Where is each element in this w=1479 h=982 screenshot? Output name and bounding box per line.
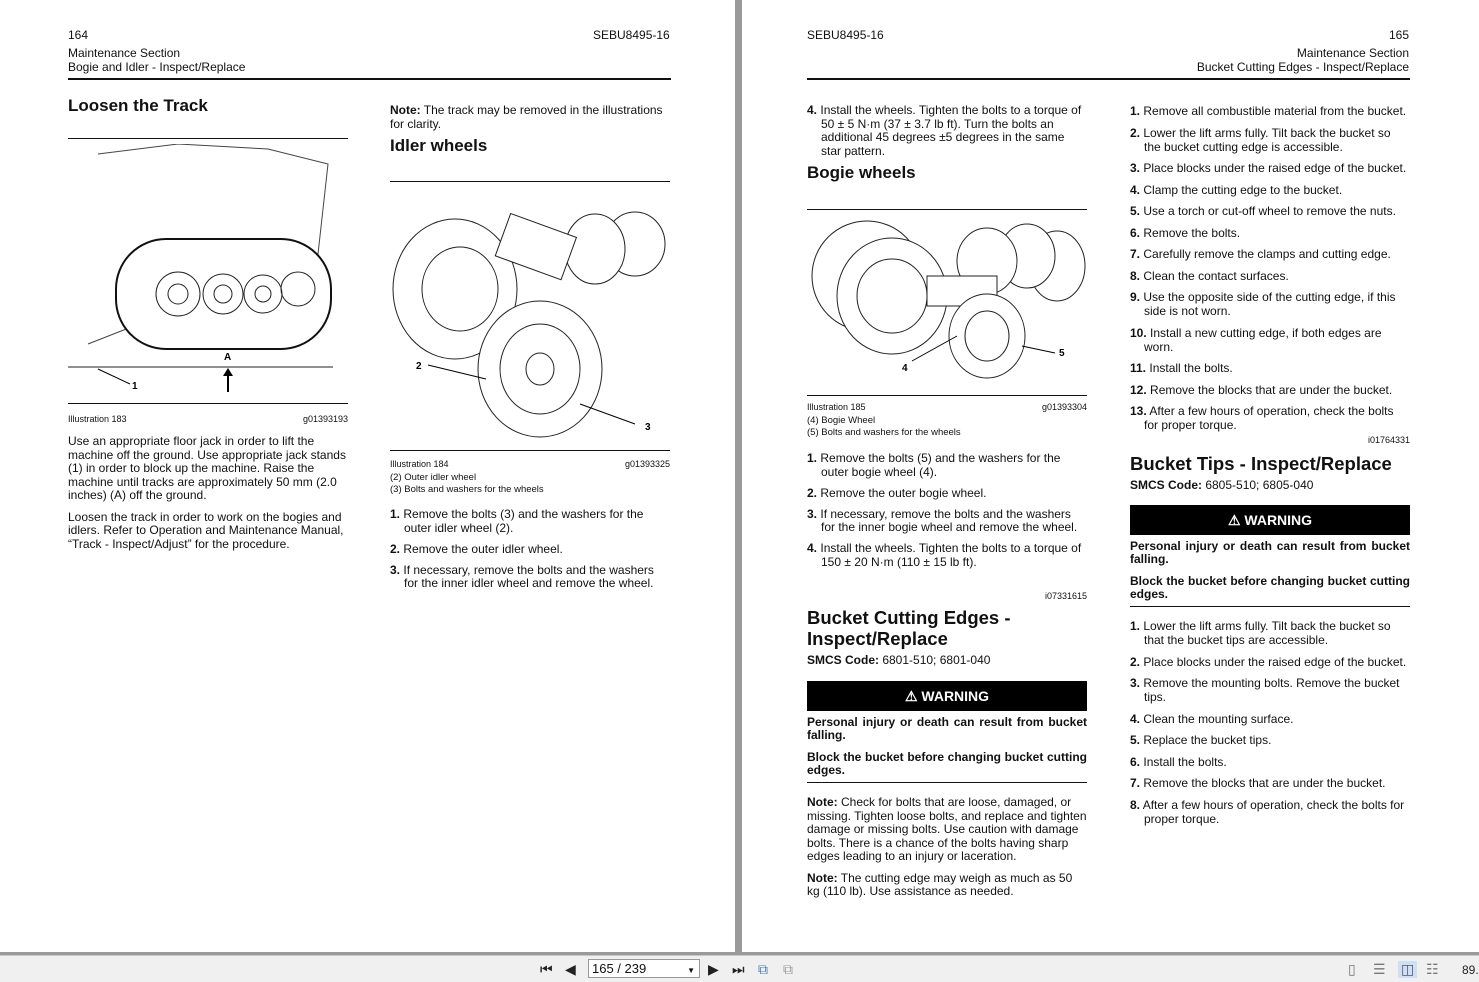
illustration-caption: Illustration 185 g01393304 bbox=[807, 402, 1087, 412]
idler-wheel-illustration bbox=[390, 209, 670, 439]
illustration-legend: (2) Outer idler wheel (3) Bolts and washers for the wheels bbox=[390, 472, 544, 495]
smcs-code: SMCS Code: 6805-510; 6805-040 bbox=[1130, 478, 1314, 492]
left-page bbox=[0, 0, 735, 952]
doc-id: SEBU8495-16 bbox=[807, 28, 884, 42]
next-page-icon[interactable]: ▶ bbox=[708, 961, 719, 977]
single-page-icon[interactable]: ▯ bbox=[1348, 961, 1356, 977]
step-list: 1. Remove the bolts (5) and the washers for the outer bogie wheel (4). 2. Remove the outer bogie wheel. 3. If necessary, remove the bolts and the washers for the inner bogie wheel and remove the wheel. 4. Install the wheels. Tighten the bolts to a torque of 150 ± 20 N·m (110 ± 15 lb ft). bbox=[807, 451, 1082, 569]
facing-pages-icon[interactable]: ◫ bbox=[1398, 961, 1417, 978]
illustration-legend: (4) Bogie Wheel (5) Bolts and washers for the wheels bbox=[807, 415, 961, 438]
ref-code: i07331615 bbox=[1044, 591, 1087, 601]
illustration-caption: Illustration 184 g01393325 bbox=[390, 459, 670, 469]
section-title: Bogie wheels bbox=[807, 162, 916, 182]
warning-box: ⚠ WARNING Personal injury or death can result from bucket falling. Block the bucket before changing bucket cutting edges. bbox=[807, 681, 1087, 783]
section-title: Idler wheels bbox=[390, 136, 488, 155]
subsection: Bucket Cutting Edges - Inspect/Replace bbox=[1196, 60, 1409, 74]
subsection: Bogie and Idler - Inspect/Replace bbox=[68, 60, 246, 74]
ref-code: i01764331 bbox=[1367, 435, 1410, 445]
page-number: 164 bbox=[68, 28, 89, 42]
section-title: Loosen the Track bbox=[68, 96, 208, 115]
section-title: Bucket Cutting Edges - Inspect/Replace bbox=[807, 607, 1011, 649]
right-col-2 bbox=[1130, 104, 1410, 826]
step-list: 1. Remove all combustible material from the bucket. 2. Lower the lift arms fully. Tilt back the bucket so the bucket cutting edge is accessible. 3. Place blocks under the raised edge of the bucket. 4. Clamp the cutting edge to the bucket. 5. Use a torch or cut-off wheel to remove the nuts. 6. Remove the bolts. 7. Carefully remove the clamps and cutting edge. 8. Clean the contact surfaces. 9. Use the opposite side of the cutting edge, if this side is not worn. 10. Install a new cutting edge, if both edges are worn. 11. Install the bolts. 12. Remove the blocks that are under the bucket. 13. After a few hours of operation, check the bolts for proper torque. bbox=[1130, 104, 1407, 432]
pdf-toolbar bbox=[0, 955, 1479, 982]
step-list: 1. Lower the lift arms fully. Tilt back the bucket so that the bucket tips are accessible. 2. Place blocks under the raised edge of the bucket. 3. Remove the mounting bolts. Remove the bucket tips. 4. Clean the mounting surface. 5. Replace the bucket tips. 6. Install the bolts. 7. Remove the blocks that are under the bucket. 8. After a few hours of operation, check the bolts for proper torque. bbox=[1130, 619, 1407, 826]
illustration-caption: Illustration 183 g01393193 bbox=[68, 414, 348, 424]
note: Note: The track may be removed in the illustrations for clarity. bbox=[390, 103, 663, 131]
section: Maintenance Section bbox=[1296, 46, 1409, 60]
warning-icon: ⚠ bbox=[904, 688, 918, 704]
continuous-icon[interactable]: ☰ bbox=[1373, 961, 1386, 977]
previous-page-icon[interactable]: ◀ bbox=[565, 961, 576, 977]
note: Note: The cutting edge may weigh as much as 50 kg (110 lb). Use assistance as needed. bbox=[807, 870, 1073, 898]
step-list: 1. Remove the bolts (3) and the washers for the outer idler wheel (2). 2. Remove the outer idler wheel. 3. If necessary, remove the bolts and the washers for the inner idler wheel and remove the wheel. bbox=[390, 507, 654, 590]
right-page bbox=[742, 0, 1479, 952]
smcs-code: SMCS Code: 6801-510; 6801-040 bbox=[807, 653, 991, 667]
track-illustration bbox=[68, 144, 348, 394]
section: Maintenance Section bbox=[68, 46, 181, 60]
callout-1: 1 bbox=[132, 381, 138, 392]
previous-view-icon[interactable]: ⧉ bbox=[758, 961, 768, 977]
header-rule bbox=[68, 78, 671, 80]
paragraph: Loosen the track in order to work on the bogies and idlers. Refer to Operation and Maintenance Manual, “Track - Inspect/Adjust” for the procedure. bbox=[68, 509, 344, 551]
svg-text:5: 5 bbox=[1059, 348, 1065, 359]
callout-a: A bbox=[224, 352, 232, 363]
paragraph: Use an appropriate floor jack in order to lift the machine off the ground. Use appropriate jack stands (1) in order to block up the machine. Raise the machine until tracks are approximately 50 mm (2.0 inches) (A) off the ground. bbox=[68, 434, 346, 502]
warning-icon: ⚠ bbox=[1227, 512, 1241, 528]
warning-box: ⚠ WARNING Personal injury or death can result from bucket falling. Block the bucket before changing bucket cutting edges. bbox=[1130, 505, 1410, 607]
page-number: 165 bbox=[1388, 28, 1409, 42]
left-col-1 bbox=[68, 96, 348, 551]
doc-id: SEBU8495-16 bbox=[593, 28, 670, 42]
last-page-icon[interactable]: ⏭ bbox=[732, 961, 745, 977]
continuous-facing-icon[interactable]: ☷ bbox=[1426, 961, 1439, 977]
svg-text:3: 3 bbox=[645, 422, 651, 433]
left-col-2 bbox=[390, 103, 670, 590]
header-rule bbox=[807, 78, 1410, 80]
bogie-wheel-illustration bbox=[807, 216, 1087, 391]
next-view-icon[interactable]: ⧉ bbox=[783, 961, 793, 977]
note: Note: Check for bolts that are loose, damaged, or missing. Tighten loose bolts, and replace and tighten damage or missing bolts. Use caution with damage bolts. There is a chance of the bolts having sharp edges leading to an injury or laceration. bbox=[807, 795, 1087, 863]
page-number-input[interactable]: 165 / 239 ▼ bbox=[588, 959, 700, 978]
right-col-1: 4. Install the wheels. Tighten the bolts to a torque of 50 ± 5 N·m (37 ± 3.7 lb ft). Turn the bolts an additional 45 degrees ±5 degrees in the same star pattern. Bogie wheels 4 5 Illustration 185 g01393304 (4) Bogie Wheel (5) Bolts and washers for the wheels 1. Remove the bolts (5) and the washers for the outer bogie wheel (4). 2. Remove the outer bogie wheel. 3. If necessary, remove the bolts and the washers for the inner bogie wheel and remove the wheel. 4. Install the wheels. Tighten the bolts to a torque of 150 ± 20 N·m (110 ± 15 lb ft). i07331615 Bucket Cutting Edges - Inspect/Replace SMCS Code: 6801-510; 6801-040 ⚠ WARNING Personal injury or death can result from bucket falling. Block the bucket before changing bucket cutting edges. Note: Check for bolts that are loose, damaged, or missing. Tighten loose bolts, and replace and tighten damage or missing bolts. Use caution with damage bolts. There is a chance of the bolts having sharp edges leading to an injury or laceration. Note: The cutting edge may weigh as much as 50 kg (110 lb). Use assistance as needed. bbox=[807, 103, 1087, 898]
svg-text:2: 2 bbox=[416, 361, 422, 372]
section-title: Bucket Tips - Inspect/Replace bbox=[1130, 453, 1392, 474]
svg-text:4: 4 bbox=[902, 363, 908, 374]
zoom-level[interactable]: 89. bbox=[1462, 963, 1479, 977]
first-page-icon[interactable]: ⏮ bbox=[540, 961, 553, 977]
